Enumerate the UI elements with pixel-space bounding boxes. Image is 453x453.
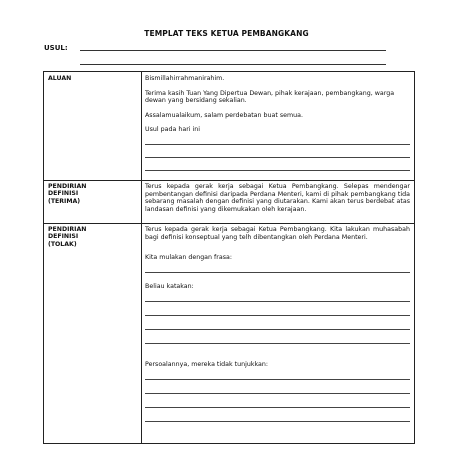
terima-paragraph: Terus kepada gerak kerja sebagai Ketua Pembangkang. Selepas mendengar pembentangan definisi daripada Perdana Menteri, kami di pihak pembangkang tida sebarang masalah dengan definisi yang diutarakan. Kami akan terus berdebat atas landasan definisi yang dikemukakan oleh kerajaan. (145, 183, 410, 213)
answer-line[interactable] (145, 144, 410, 145)
answer-line[interactable] (145, 379, 410, 380)
row-label-aluan (48, 75, 71, 82)
tolak-persoalan-prompt: Persoalannya, mereka tidak tunjukkan: (145, 361, 269, 368)
answer-line[interactable] (145, 407, 410, 408)
template-table (43, 71, 415, 444)
aluan-content (145, 75, 410, 134)
answer-line[interactable] (145, 170, 410, 171)
usul-line-2[interactable] (80, 64, 386, 65)
terima-content (145, 183, 410, 213)
row-divider (44, 223, 414, 224)
row-label-line: DEFINISI (48, 233, 79, 241)
aluan-paragraph: Bismillahirrahmanirahim. (145, 75, 225, 82)
row-label-line: ALUAN (48, 75, 72, 82)
usul-line-1[interactable] (80, 50, 386, 51)
aluan-paragraph: Terima kasih Tuan Yang Dipertua Dewan, pihak kerajaan, pembangkang, warga dewan yang bersidang sekalian. (145, 89, 395, 105)
row-label-line: PENDIRIAN (48, 183, 87, 190)
row-label-line: (TERIMA) (48, 197, 81, 205)
answer-line[interactable] (145, 301, 410, 302)
row-divider (44, 180, 414, 181)
usul-label: USUL: (44, 44, 68, 52)
column-divider (141, 72, 142, 443)
answer-line[interactable] (145, 393, 410, 394)
answer-line[interactable] (145, 421, 410, 422)
row-label-terima (48, 183, 86, 205)
answer-line[interactable] (145, 157, 410, 158)
answer-line[interactable] (145, 343, 410, 344)
tolak-beliau-prompt: Beliau katakan: (145, 283, 194, 290)
row-label-line: PENDIRIAN (48, 226, 87, 233)
tolak-paragraph: Terus kepada gerak kerja sebagai Ketua Pembangkang. Kita lakukan muhasabah bagi definisi konseptual yang telh dibentangkan oleh Perdana Menteri. (145, 226, 410, 241)
tolak-intro (145, 226, 410, 241)
tolak-frasa-prompt: Kita mulakan dengan frasa: (145, 254, 232, 261)
aluan-paragraph: Usul pada hari ini (145, 126, 201, 134)
answer-line[interactable] (145, 272, 410, 273)
page-title: TEMPLAT TEKS KETUA PEMBANGKANG (144, 29, 309, 38)
answer-line[interactable] (145, 329, 410, 330)
row-label-line: DEFINISI (48, 190, 79, 198)
row-label-line: (TOLAK) (48, 240, 77, 248)
aluan-paragraph: Assalamualaikum, salam perdebatan buat semua. (145, 111, 303, 119)
answer-line[interactable] (145, 315, 410, 316)
row-label-tolak (48, 226, 86, 248)
